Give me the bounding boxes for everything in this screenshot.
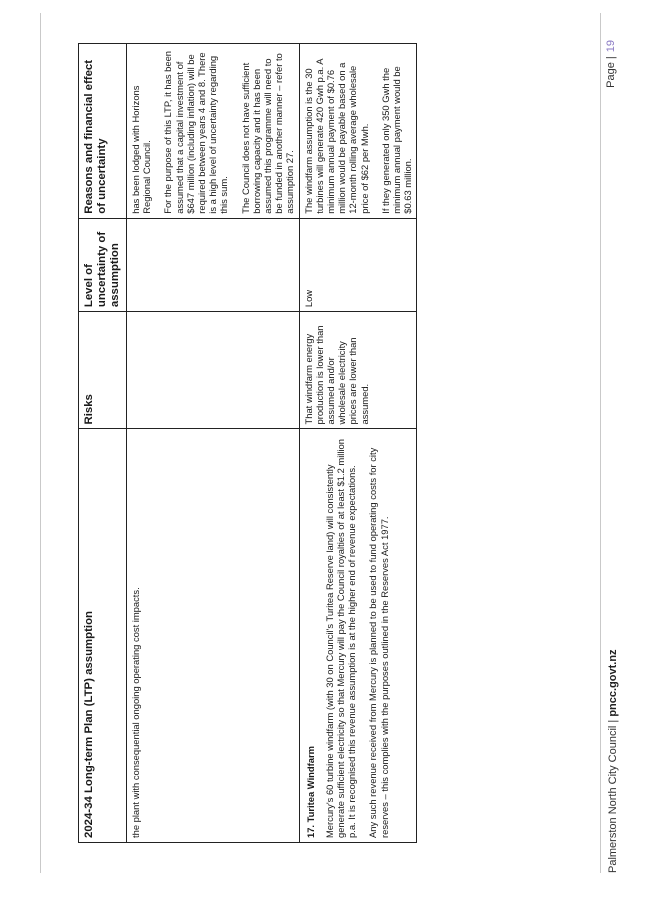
top-rule [40,13,41,873]
assumptions-table [78,43,417,843]
row2-reason-2: If they generated only 350 Gwh the minimum annual payment would be $0.63 million. [379,66,414,214]
row1-reason-1: has been lodged with Horizons Regional Council. [130,85,153,214]
table-row [127,44,300,843]
table-row [299,44,417,843]
page-number: 19 [605,40,617,53]
footer-separator: | [607,719,619,723]
table-header-row [79,44,127,843]
row2-assumption-text-2: Any such revenue received from Mercury is planned to be used to fund operating costs for city reserves – this complies with the purposes outlined in the Reserves Act 1977. [367,447,390,838]
row2-reasons [299,44,417,219]
row1-assumption-text: the plant with consequential ongoing operating cost impacts. [130,587,141,838]
page-separator: | [605,56,617,60]
row2-level: Low [299,218,417,311]
row2-assumption [299,429,417,843]
footer-page [605,40,617,88]
row1-assumption [127,429,300,843]
footer-council [607,649,619,873]
header-reasons: Reasons and financial effect of uncertainty [79,44,127,219]
row2-assumption-text-1: Mercury's 60 turbine windfarm (with 30 on Council's Turitea Reserve land) will consistently generate sufficient electricity so that Mercury will pay the Council royalties of at least $1.2 million p.a. It is recognised this revenue assumption is at the higher end of revenue expectations. [323,439,358,838]
header-assumption: 2024-34 Long-term Plan (LTP) assumption [79,429,127,843]
page-label: Page [605,62,617,88]
row2-heading: 17. Turitea Windfarm [304,746,316,838]
row1-level [127,218,300,311]
footer-council-name: Palmerston North City Council [607,725,619,873]
row2-reason-1: The windfarm assumption is the 30 turbines will generate 420 Gwh p.a. A minimum annual payment of $0.76 million would be payable based on a 12-month rolling average wholesale price of $62 per Mwh. [302,58,370,214]
footer-rule [600,13,601,873]
row2-risks: That windfarm energy production is lower than assumed and/or wholesale electricity prices are lower than assumed. [299,312,417,429]
row1-reason-2: For the purpose of this LTP, it has been assumed that a capital investment of $647 million (including inflation) will be required between years 4 and 8. There is a high level of uncertainty regarding this sum. [162,50,230,214]
header-level: Level of uncertainty of assumption [79,218,127,311]
row1-reason-3: The Council does not have sufficient borrowing capacity and it has been assumed this programme will need to be funded in another manner – refer to assumption 27. [239,53,296,214]
row1-risks [127,312,300,429]
footer-website-link[interactable]: pncc.govt.nz [607,649,619,717]
header-risks: Risks [79,312,127,429]
row1-reasons [127,44,300,219]
